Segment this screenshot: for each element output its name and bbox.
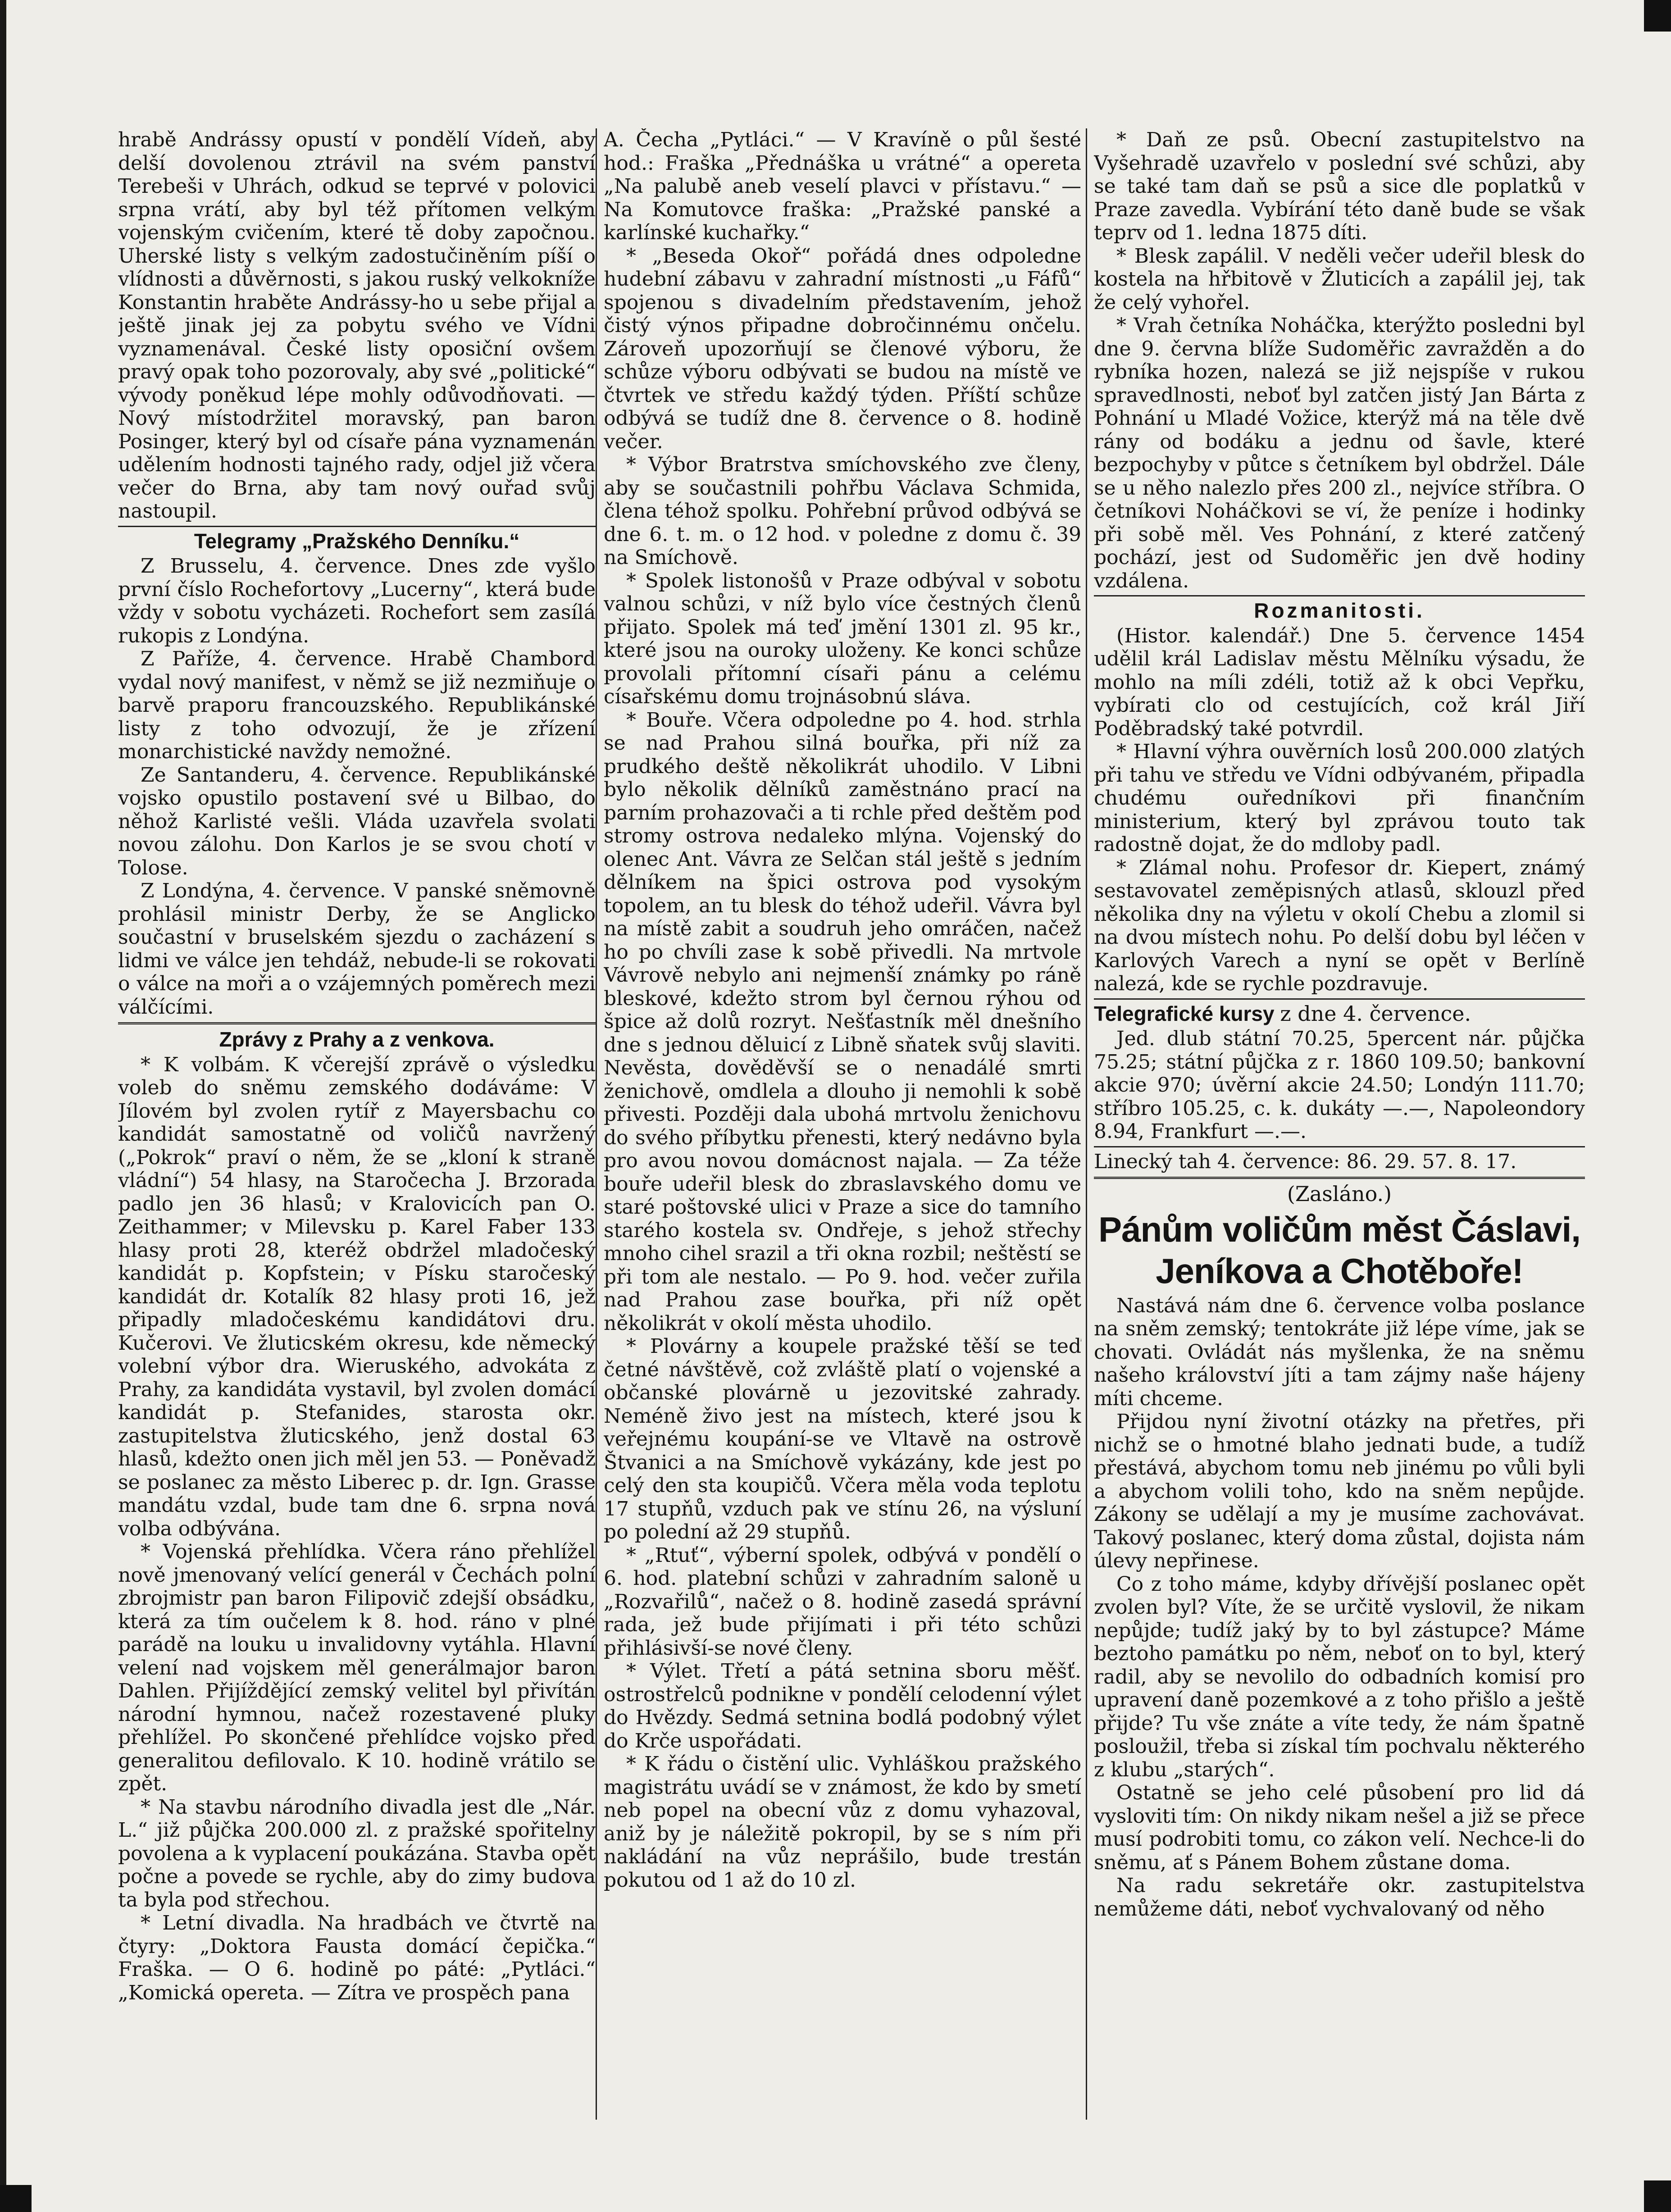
article-murderer: * Vrah četníka Noháčka, kterýžto posledni byl dne 9. června blíže Sudoměřic zavražděn a do rybníka hozen, nalezá se již nejspíše v rukou spravedlnosti, neboť byl zatčen jistý Jan Bárta z Pohnání u Mladé Vožice, kterýž má na těle dvě rány od bodáku a jednu od šavle, které bezpochyby v půtce s četníkem byl obdržel. Dále se u něho nalezlo přes 200 zl., nejvíce stříbra. O četníkovi Noháčkovi se ví, že peníze i hodinky při sobě měl. Ves Pohnání, z které zatčený pochází, jest od Sudoměřic jen dvě hodiny vzdálena.	[1094, 314, 1585, 592]
exchange-rates: Jed. dlub státní 70.25, 5percent nár. půjčka 75.25; státní půjčka z r. 1860 109.50; bankovní akcie 970; úvěrní akcie 24.50; Londýn 111.70; stříbro 105.25, c. k. dukáty —.—, Napoleondory 8.94, Frankfurt —.—.	[1094, 1027, 1585, 1143]
article-military-review: * Vojenská přehlídka. Včera ráno přehlížel nově jmenovaný velící generál v Čechách polní zbrojmistr pan baron Filipovič zdejší obsádku, která za tím oučelem k 8. hod. ráno v plné parádě na louku u invalidovny vytáhla. Hlavní velení nad vojskem měl generálmajor baron Dahlen. Přijíždějící zemský velitel byl přivítán národní hymnou, načež rozestavené pluky přehlížel. Po skončené přehlídce vojsko před generalitou defilovalo. K 10. hodině vrátilo se zpět.	[118, 1540, 596, 1795]
letter-paragraph-4: Ostatně se jeho celé působení pro lid dá vysloviti tím: On nikdy nikam nešel a již se přece musí podrobiti tomu, co zákon velí. Nechce-li do sněmu, ať s Pánem Bohem zůstane doma.	[1094, 1781, 1585, 1874]
scan-corner-bottom-left	[0, 2185, 32, 2212]
letter-paragraph-2: Přijdou nyní životní otázky na přetřes, při nichž se o hmotné blaho jednati bude, a tudíž přestává, abychom tomu neb jinému po vůli byli a abychom volili toho, kdo na sněm nepůjde. Zákony se udělají a my je musíme zachovávat. Takový poslanec, který doma zůstal, dojista nám úlevy nepřinese.	[1094, 1410, 1585, 1572]
divider	[1094, 1177, 1585, 1179]
telegram-santander: Ze Santanderu, 4. července. Republikánské vojsko opustilo postavení své u Bilbao, do něhož Karlisté vešli. Vláda uzavřela svolati novou zálohu. Don Karlos je se svou chotí v Tolose.	[118, 763, 596, 879]
letter-paragraph-5: Na radu sekretáře okr. zastupitelstva nemůžeme dáti, neboť vychvalovaný od něho	[1094, 1874, 1585, 1921]
divider	[118, 1022, 596, 1024]
scan-corner-top-right	[1644, 0, 1671, 32]
telegram-paris: Z Paříže, 4. července. Hrabě Chambord vydal nový manifest, v němž se již nezmiňuje o barvě praporu francouzského. Republikánské listy z toho odvozují, že je zřízení monarchistické navždy nemožné.	[118, 647, 596, 763]
article-postmen-society: * Spolek listonošů v Praze odbýval v sobotu valnou schůzi, v níž bylo více čestných členů přijato. Spolek má teď jmění 1301 zl. 95 kr., které jsou na ouroky uloženy. Ke konci schůze provolali přítomní císaři pánu a celému císařskému domu trojnásobnú sláva.	[604, 569, 1081, 708]
divider	[118, 526, 596, 527]
scan-corner-bottom-right	[1644, 2180, 1671, 2212]
column-2	[604, 128, 1081, 2124]
divider	[1094, 998, 1585, 1000]
article-beseda-okor: * „Beseda Okoř“ pořádá dnes odpoledne hudební zábavu v zahradní místnosti „u Fáfů“ spojenou s divadelním představením, jehož čistý výnos připadne dobročinnému ončelu. Zároveň upozorňují se členové výboru, že schůze výboru odbývati se budou na místě ve čtvrtek ve středu každý týden. Příští schůze odbývá se tudíž dne 8. července o 8. hodině večer.	[604, 244, 1081, 453]
column-1	[118, 128, 596, 2124]
article-dog-tax: * Daň ze psů. Obecní zastupitelstvo na Vyšehradě uzavřelo v poslední své schůzi, aby se také tam daň se psů a sice dle poplatků v Praze zavedla. Vybírání této daně bude se však teprv od 1. ledna 1875 díti.	[1094, 128, 1585, 244]
zaslano-label: (Zasláno.)	[1287, 1182, 1392, 1206]
article-baths: * Plovárny a koupele pražské těší se teď četné návštěvě, což zvláště platí o vojenské a občanské plovárně u jezovitské zahrady. Neméně živo jest na místech, které jsou k veřejnému koupání-se ve Vltavě na ostrově Štvanici a na Smíchově vykázány, kde jest po celý den sta koupičů. Včera měla voda teplotu 17 stupňů, vzduch pak ve stínu 26, na výsluní po polední až 29 stupňů.	[604, 1335, 1081, 1543]
divider	[1094, 595, 1585, 596]
article-bratrstvo: * Výbor Bratrstva smíchovského zve členy, aby se součastnili pohřbu Václava Schmida, člena téhož spolku. Pohřební průvod odbývá se dne 6. t. m. o 12 hod. v poledne z domu č. 39 na Smíchově.	[604, 453, 1081, 569]
column-rule-2	[1086, 128, 1087, 2120]
headline-voters: Pánům voličům měst Čáslavi, Jeníkova a Chotěboře!	[1098, 1209, 1580, 1291]
exchange-rates-date: z dne 4. července.	[1280, 1001, 1471, 1026]
telegram-london: Z Londýna, 4. července. V panské sněmovně prohlásil ministr Derby, že se Anglicko součastní v bruselském sjezdu o zacházení s lidmi ve válce jen tehdáž, nebude-li se rokovati o válce na moři a o vzájemných poměrech mezi válčícími.	[118, 879, 596, 1019]
article-national-theatre: * Na stavbu národního divadla jest dle „Nár. L.“ již půjčka 200.000 zl. z pražské spořitelny povolena a k vyplacení poukázána. Stavba opět počne a povede se rychle, aby do zimy budova ta byla pod střechou.	[118, 1795, 596, 1912]
lottery-draw: Linecký tah 4. července: 86. 29. 57. 8. 17.	[1094, 1150, 1517, 1173]
exchange-rates-heading	[1094, 1002, 1585, 1026]
article-lightning: * Blesk zapálil. V neděli večer udeřil blesk do kostela na hřbitově v Žluticích a zapálil jej, tak že celý vyhořel.	[1094, 244, 1585, 314]
letter-paragraph-3: Co z toho máme, kdyby dřívější poslanec opět zvolen byl? Víte, že se určitě vyslovil, že nikam nepůjde; tudíž jaký by to byl zástupce? Máme beztoho památku po něm, neboť on to byl, který radil, aby se nevolilo do odbadních komisí pro upravení daně pozemkové a z toho přišlo a ještě přijde? Tu vše znáte a víte tedy, že nám špatně posloužil, třeba si získal tím pochvalu některého z klubu „starých“.	[1094, 1572, 1585, 1781]
article-broken-leg: * Zlámal nohu. Profesor dr. Kiepert, známý sestavovatel zeměpisných atlasů, sklouzl před několika dny na výletu v okolí Chebu a zlomil si na dvou místech nohu. Po delší dobu byl léčen v Karlových Varech a nyní se opět v Berlíně nalezá, kde se rychle pozdravuje.	[1094, 856, 1585, 995]
article-theatre-cont: A. Čecha „Pytláci.“ — V Kravíně o půl šesté hod.: Fraška „Přednáška u vrátné“ a opereta „Na palubě aneb veselí plavci v přístavu.“ — Na Komutovce fraška: „Pražské panské a karlínské kuchařky.“	[604, 128, 1081, 244]
article-storm: * Bouře. Včera odpoledne po 4. hod. strhla se nad Prahou silná bouřka, při níž za prudkého deště několikrát uhodilo. V Libni bylo několik dělníků zaměstnáno prací na parním prohazovači a ti rchle před deštěm pod stromy ostrova nedaleko mlýna. Vojenský do olenec Ant. Vávra ze Selčan stál ještě s jedním dělníkem na špici ostrova pod vysokým topolem, an tu blesk do téhož udeřil. Vávra byl na místě zabit a soudruh jeho omráčen, načež ho po chvíli zase k sobě přivedli. Na mrtvole Vávrově nebylo ani nejmenší známky po ráně bleskové, kdežto strom byl černou rýhou od špice až dolů rozryt. Nešťastník měl dnešního dne s jednou děluicí z Libně sňatek svůj slaviti. Nevěsta, dověděvší se o nenadálé smrti ženichově, omdlela a dlouho ji nemohli k sobě přivesti. Později dala ubohá mrtvolu ženichovu do svého příbytku přenesti, který nedávno byla pro avou novou domácnost najala. — Za téže bouře udeřil blesk do zbraslavského domu ve staré poštovské ulici v Praze a sice do tamního starého kostela sv. Ondřeje, s jehož střechy mnoho cihel srazil a tři okna rozbil; neštěstí se při tom ale nestalo. — Po 9. hod. večer zuřila nad Prahou zase bouřka, při níž opět několikrát v okolí města uhodilo.	[604, 708, 1081, 1335]
column-rule-1	[596, 128, 597, 2120]
article-street-cleaning: * K řádu o čistění ulic. Vyhláškou pražského magistrátu uvádí se v známost, že kdo by smetí neb popel na obecní vůz z domu vyhazoval, aniž by je náležitě pokropil, by se s ním při nakládání na vůz neprášilo, bude trestán pokutou od 1 až do 10 zl.	[604, 1752, 1081, 1892]
article-summer-theatres: * Letní divadla. Na hradbách ve čtvrtě na čtyry: „Doktora Fausta domácí čepička.“ Fraška. — O 6. hodině po páté: „Pytláci.“ „Komická opereta. — Zítra ve prospěch pana	[118, 1912, 596, 2004]
article-excursion: * Výlet. Třetí a pátá setnina sboru měšť. ostrostřelců podnikne v pondělí celodenní výlet do Hvězdy. Sedmá setnina bodlá podobný výlet do Krče uspořádati.	[604, 1660, 1081, 1752]
column-3	[1094, 128, 1585, 2124]
section-heading-telegrams: Telegramy „Pražského Denníku.“	[194, 529, 520, 553]
article-lottery-win: * Hlavní výhra ouvěrních losů 200.000 zlatých při tahu ve středu ve Vídni odbývaném, připadla chudému ouředníkovi při finančním ministerium, který byl zprávou touto tak radostně dojat, že do mdloby padl.	[1094, 740, 1585, 856]
scan-edge-left	[0, 0, 6, 2212]
exchange-rates-title: Telegrafické kursy	[1094, 1001, 1275, 1025]
article-andrassy: hrabě Andrássy opustí v pondělí Vídeň, aby delší dovolenou ztrávil na svém panství Terebeši v Uhrách, odkud se teprvé v polovici srpna vrátí, aby byl též přítomen velkým vojenským cvičením, které tě doby započnou. Uherské listy s velkým zadostučiněním píší o vlídnosti a důvěrnosti, s jakou ruský velkokníže Konstantin hraběte Andrássy-ho u sebe přijal a ještě jinak jej za pobytu svého ve Vídni vyznamenával. České listy oposiční ovšem pravý opak toho pozorovaly, aby své „politické“ vývody poněkud lépe mohly odůvodňovati. — Nový místodržitel moravský, pan baron Posinger, který byl od císaře pána vyznamenán udělením hodnosti tajného rady, odjel již včera večer do Brna, aby tam nový ouřad svůj nastoupil.	[118, 128, 596, 523]
section-heading-prague-news: Zprávy z Prahy a z venkova.	[219, 1028, 495, 1051]
divider	[1094, 1146, 1585, 1147]
article-rtut: * „Rtuť“, výberní spolek, odbývá v pondělí o 6. hod. platební schůzi v zahradním saloně u „Rozvařilů“, načež o 8. hodině zasedá správní rada, jež bude přijímati i při této schůzi přihlásivší-se nové členy.	[604, 1543, 1081, 1660]
letter-paragraph-1: Nastává nám dne 6. července volba poslance na sněm zemský; tentokráte již lépe víme, jak se chovati. Ovládát nás myšlenka, že na sněmu našeho království jíti a tam zájmy naše hájeny míti chceme.	[1094, 1294, 1585, 1410]
section-heading-miscellany: Rozmanitosti.	[1254, 599, 1425, 622]
article-elections: * K volbám. K včerejší zprávě o výsledku voleb do sněmu zemského dodáváme: V Jílovém byl zvolen rytíř z Mayersbachu co kandidát samostatně od voličů navržený („Pokrok“ praví o něm, že se „kloní k straně vládní“) 54 hlasy, na Staročecha J. Brzorada padlo jen 36 hlasů; v Kralovicích pan O. Zeithammer; v Milevsku p. Karel Faber 133 hlasy proti 28, kteréž obdržel mladočeský kandidát p. Kopfstein; v Písku staročeský kandidát dr. Kotalík 82 hlasy proti 16, jež připadly mladočeskému kandidátovi dru. Kučerovi. Ve žluticském okresu, kde německý volební výbor dra. Wieruského, advokáta z Prahy, za kandidáta vystavil, byl zvolen domácí kandidát p. Stefanides, starosta okr. zastupitelstva žluticského, jenž dostal 63 hlasů, kdežto onen jich měl jen 53. — Poněvadž se poslanec za město Liberec p. dr. Ign. Grasse mandátu vzdal, bude tam dne 6. srpna nová volba odbývána.	[118, 1053, 596, 1540]
article-historical-calendar: (Histor. kalendář.) Dne 5. července 1454 udělil král Ladislav městu Mělníku výsadu, že mohlo na míli zdéli, totiž až k obci Vepřku, vybírati clo od cestujících, což král Jiří Poděbradský také potvrdil.	[1094, 624, 1585, 740]
telegram-brussels: Z Brusselu, 4. července. Dnes zde vyšlo první číslo Rochefortovy „Lucerny“, která bude vždy v sobotu vycházeti. Rochefort sem zasílá rukopis z Londýna.	[118, 555, 596, 647]
